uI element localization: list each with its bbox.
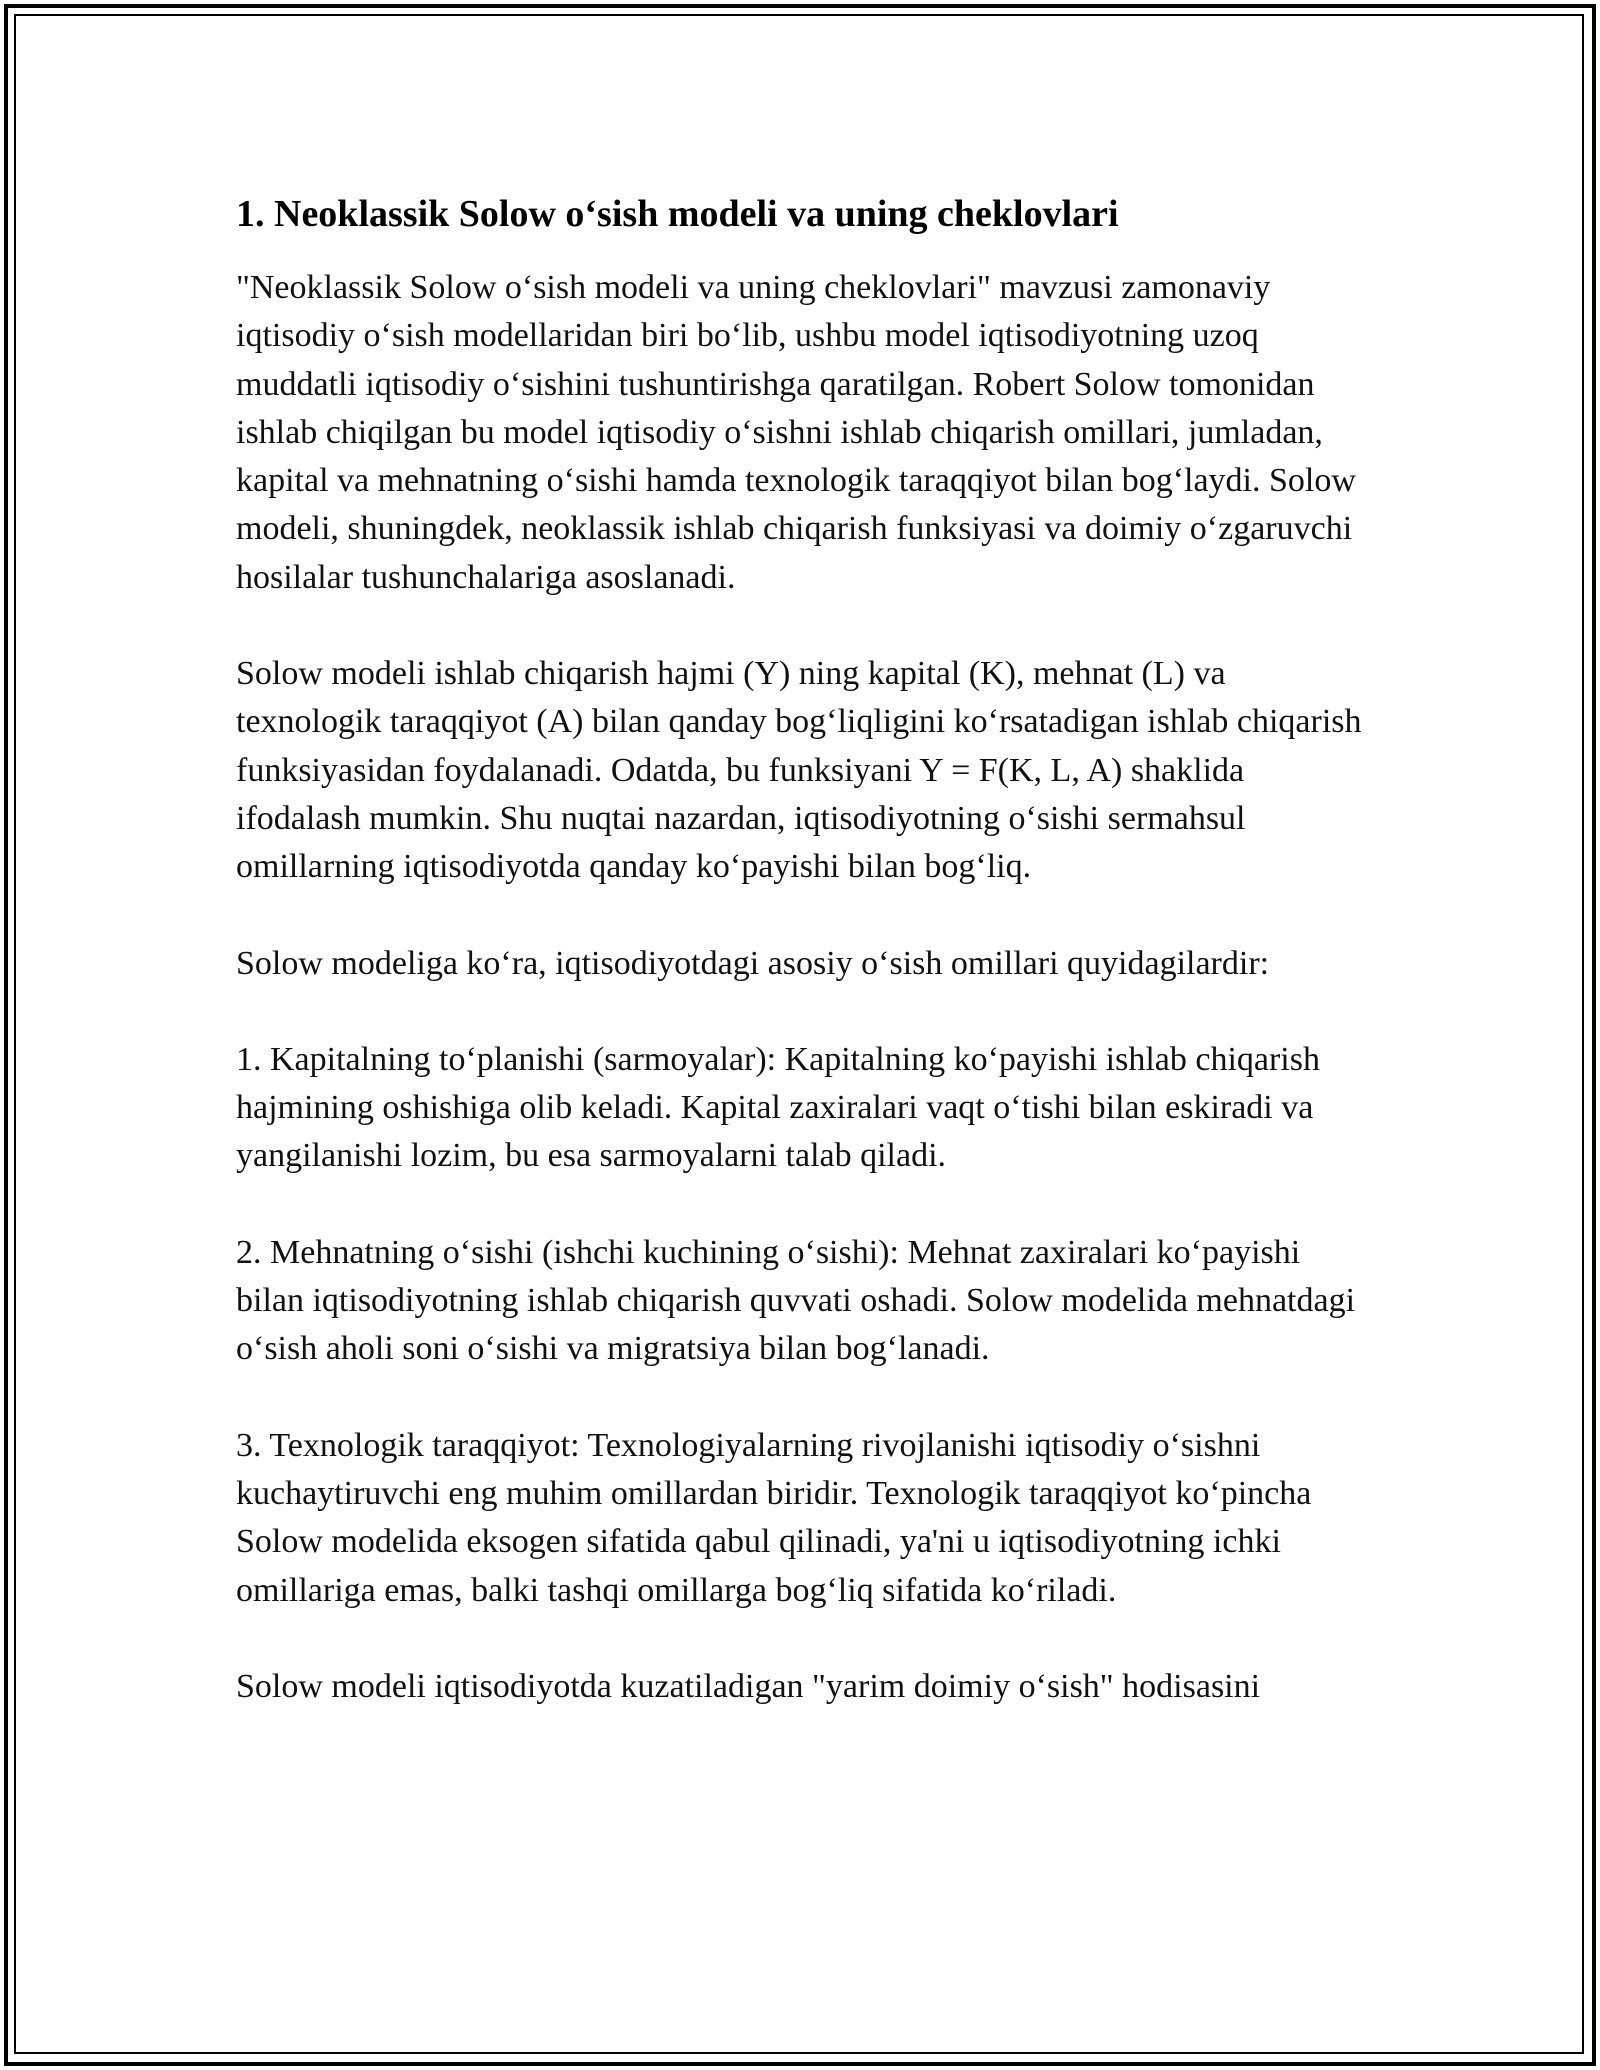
- document-body: [236, 186, 1366, 1759]
- paragraph-technological-progress: 3. Texnologik taraqqiyot: Texnologiyalarning rivojlanishi iqtisodiy o‘sishni kuchaytiruvchi eng muhim omillardan biridir. Texnologik taraqqiyot ko‘pincha Solow modelida eksogen sifatida qabul qilinadi, ya'ni u iqtisodiyotning ichki omillariga emas, balki tashqi omillarga bog‘liq sifatida ko‘riladi.: [236, 1426, 1312, 1609]
- paragraph-capital-accumulation: 1. Kapitalning to‘planishi (sarmoyalar): Kapitalning ko‘payishi ishlab chiqarish hajmining oshishiga olib keladi. Kapital zaxiralari vaqt o‘tishi bilan eskiradi va yangilanishi lozim, bu esa sarmoyalarni talab qiladi.: [236, 1040, 1320, 1175]
- paragraph-intro: "Neoklassik Solow o‘sish modeli va uning cheklovlari" mavzusi zamonaviy iqtisodiy o‘sish modellaridan biri bo‘lib, ushbu model iqtisodiyotning uzoq muddatli iqtisodiy o‘sishini tushuntirishga qaratilgan. Robert Solow tomonidan ishlab chiqilgan bu model iqtisodiy o‘sishni ishlab chiqarish omillari, jumladan, kapital va mehnatning o‘sishi hamda texnologik taraqqiyot bilan bog‘laydi. Solow modeli, shuningdek, neoklassik ishlab chiqarish funksiyasi va doimiy o‘zgaruvchi hosilalar tushunchalariga asoslanadi.: [236, 269, 1356, 596]
- paragraph-growth-factors-lead: Solow modeliga ko‘ra, iqtisodiyotdagi asosiy o‘sish omillari quyidagilardir:: [236, 944, 1270, 982]
- paragraph-labor-growth: 2. Mehnatning o‘sishi (ishchi kuchining o‘sishi): Mehnat zaxiralari ko‘payishi bilan iqtisodiyotning ishlab chiqarish quvvati oshadi. Solow modelida mehnatdagi o‘sish aholi soni o‘sishi va migratsiya bilan bog‘lanadi.: [236, 1233, 1356, 1368]
- paragraph-semi-steady-growth: Solow modeli iqtisodiyotda kuzatiladigan "yarim doimiy o‘sish" hodisasini: [236, 1667, 1261, 1705]
- paragraph-production-function: Solow modeli ishlab chiqarish hajmi (Y) ning kapital (K), mehnat (L) va texnologik taraqqiyot (A) bilan qanday bog‘liqligini ko‘rsatadigan ishlab chiqarish funksiyasidan foydalanadi. Odatda, bu funksiyani Y = F(K, L, A) shaklida ifodalash mumkin. Shu nuqtai nazardan, iqtisodiyotning o‘sishi sermahsul omillarning iqtisodiyotda qanday ko‘payishi bilan bog‘liq.: [236, 655, 1362, 886]
- document-title: 1. Neoklassik Solow o‘sish modeli va uning cheklovlari: [236, 193, 1119, 235]
